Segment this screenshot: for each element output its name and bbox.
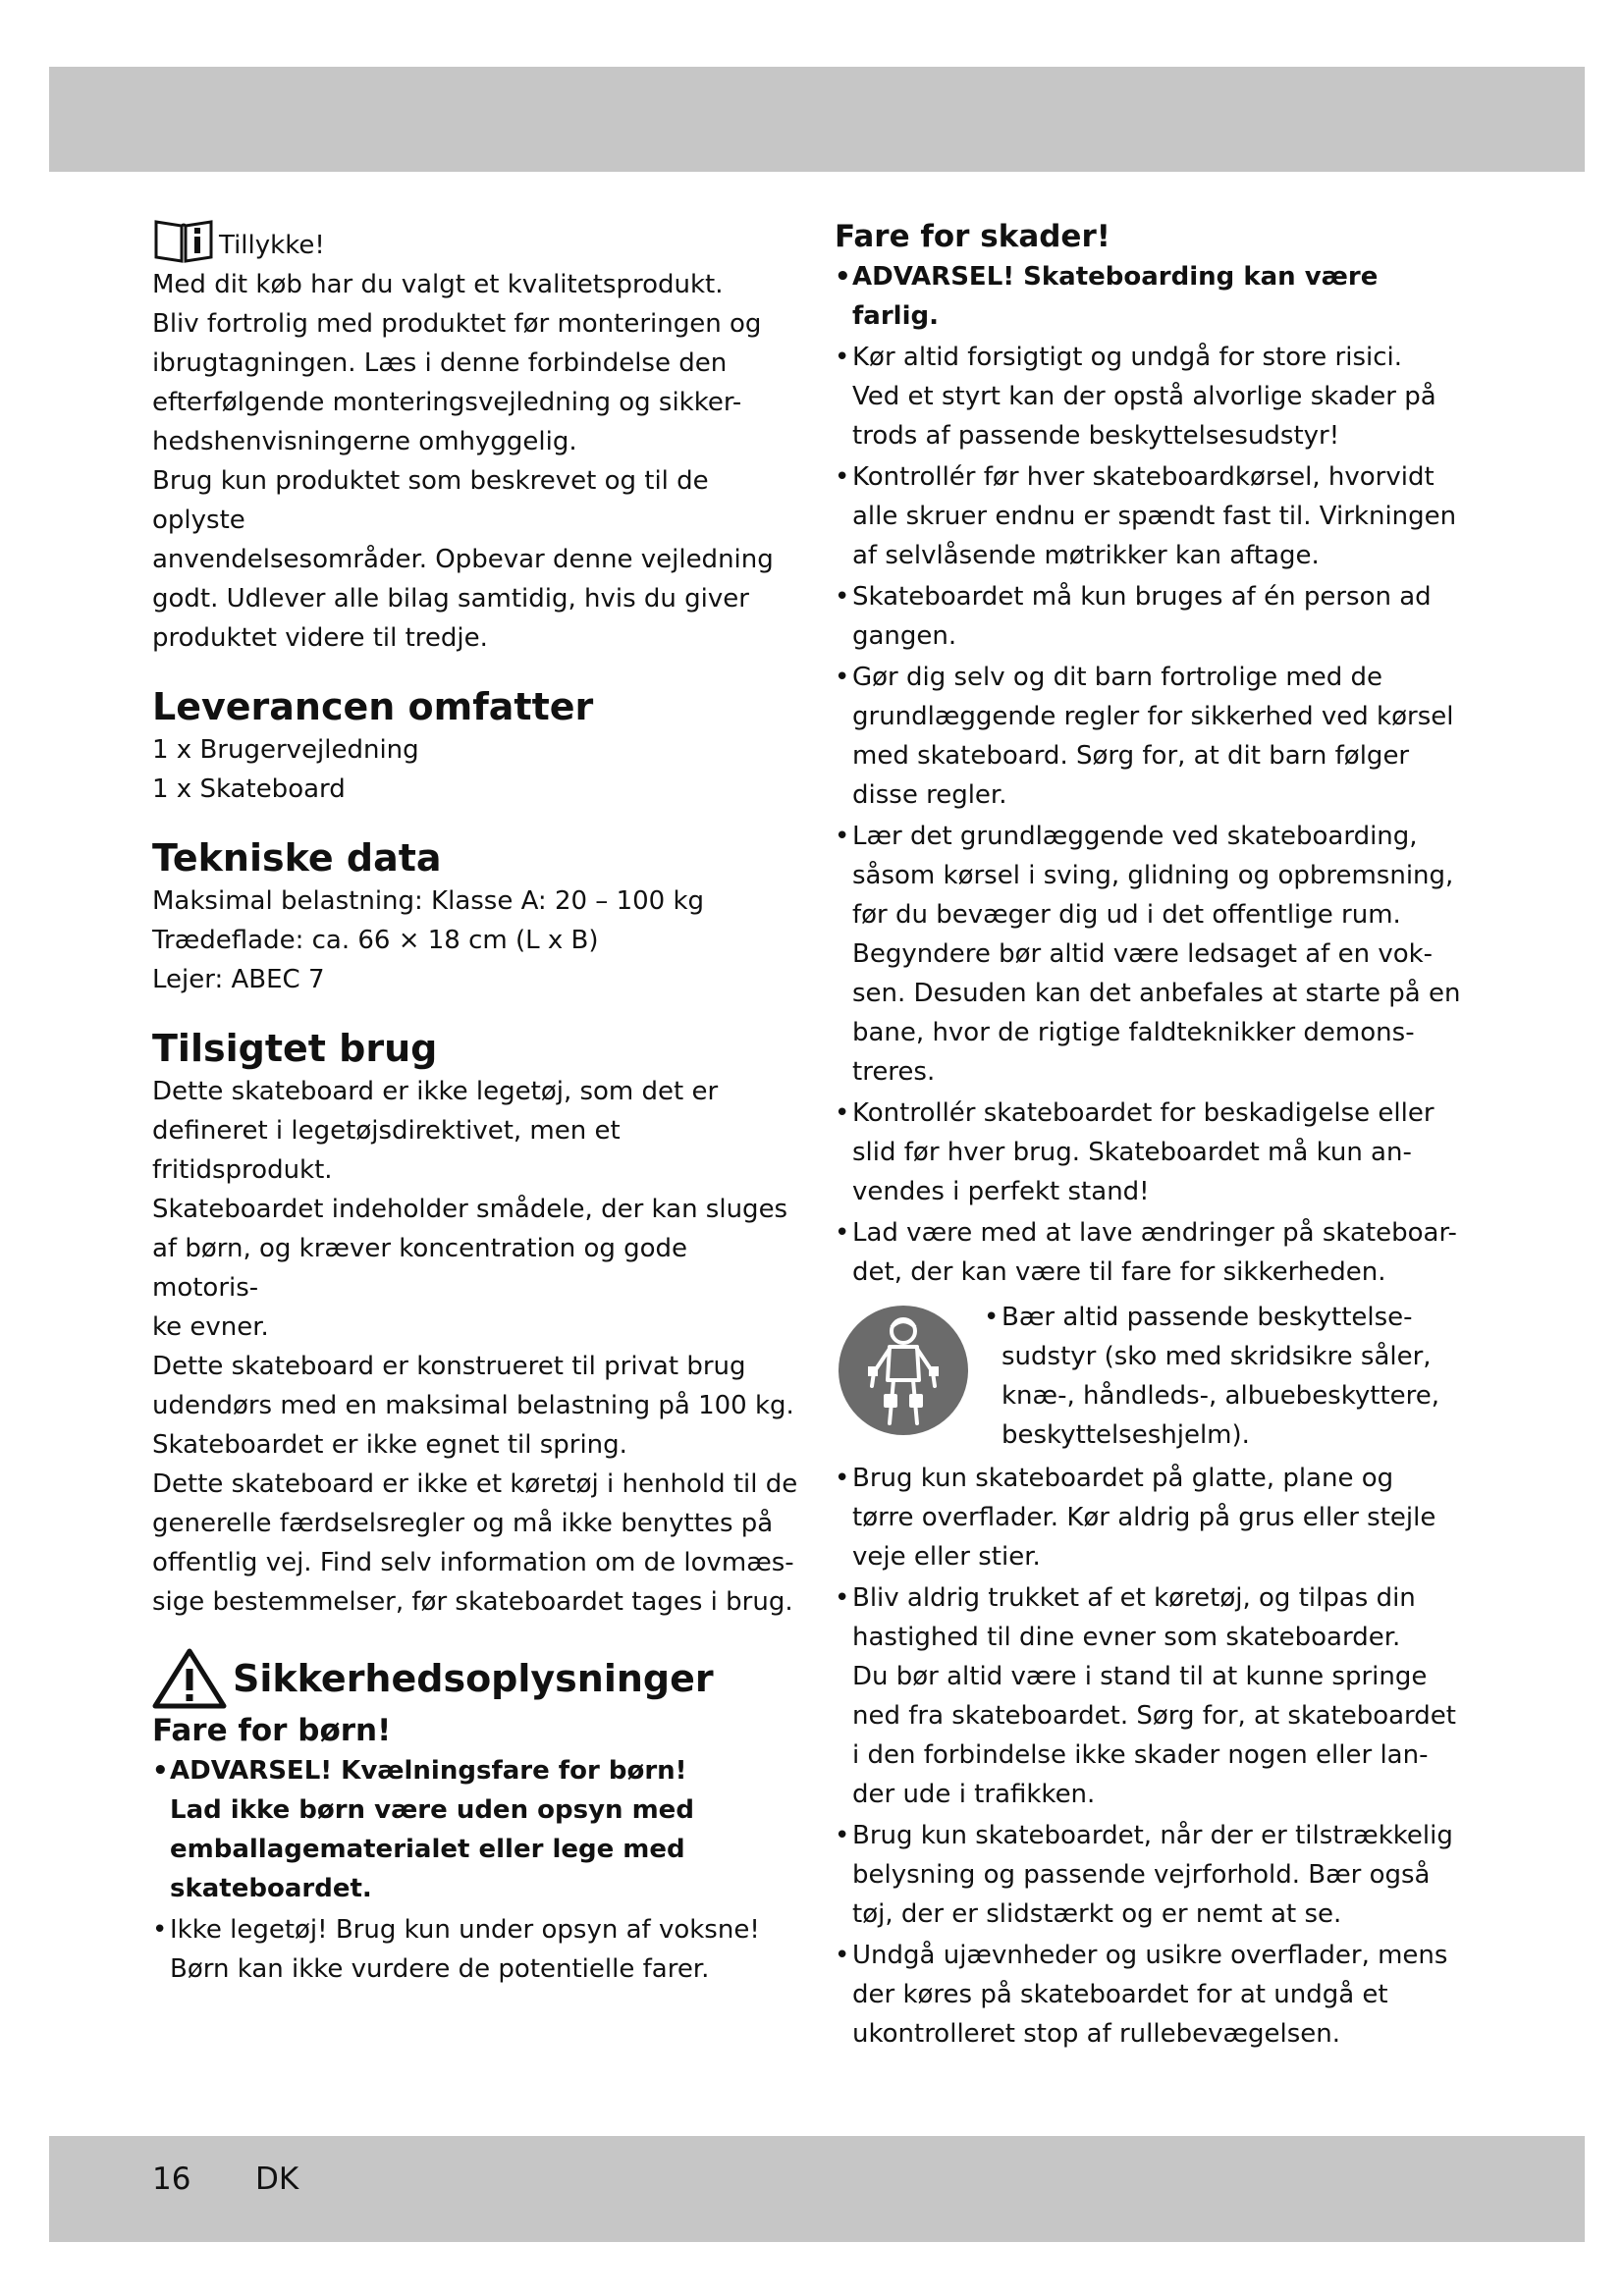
list-item — [835, 775, 1483, 815]
intro-line: anvendelsesområder. Opbevar denne vejledning — [152, 545, 774, 574]
intro-line: Med dit køb har du valgt et kvalitetsprodukt. — [152, 270, 724, 299]
list-item — [835, 1094, 1483, 1133]
bullet-line: slid før hver brug. Skateboardet må kun an- — [852, 1138, 1412, 1167]
list-item — [835, 658, 1483, 697]
page-number: 16 — [152, 2162, 191, 2197]
bullet-line: Undgå ujævnheder og usikre overflader, mens — [852, 1941, 1448, 1970]
bullet-line: ukontrolleret stop af rullebevægelsen. — [852, 2019, 1341, 2049]
intro-line: Bliv fortrolig med produktet før monteringen og — [152, 309, 762, 339]
list-item — [835, 934, 1483, 974]
protective-gear-text — [984, 1298, 1439, 1455]
bullet-line: Brug kun skateboardet på glatte, plane og — [852, 1464, 1394, 1493]
list-item — [835, 257, 1483, 296]
list-item — [835, 577, 1483, 616]
safety-heading-row — [152, 1647, 800, 1710]
intended-line: Dette skateboard er konstrueret til privat brug — [152, 1352, 746, 1381]
bullet-line: disse regler. — [852, 780, 1007, 810]
warning-line: skateboardet. — [170, 1874, 372, 1903]
list-item — [835, 1172, 1483, 1211]
warning-line: Lad ikke børn være uden opsyn med — [170, 1795, 694, 1825]
list-item — [984, 1298, 1439, 1337]
bullet-line: med skateboard. Sørg for, at dit barn følger — [852, 741, 1410, 771]
intro-line: godt. Udlever alle bilag samtidig, hvis du giver — [152, 584, 749, 614]
intended-line: defineret i legetøjsdirektivet, men et fritidsprodukt. — [152, 1116, 621, 1185]
list-item — [835, 736, 1483, 775]
warning-line: emballagematerialet eller lege med — [170, 1835, 685, 1864]
warning-triangle-icon — [152, 1647, 227, 1710]
info-book-icon — [152, 216, 215, 265]
bullet-line: der ude i trafikken. — [852, 1780, 1096, 1809]
bullet-dot: • — [835, 822, 850, 851]
bullet-dot: • — [835, 663, 850, 692]
intended-use-paragraph — [152, 1072, 800, 1622]
list-item — [984, 1337, 1439, 1376]
injury-warning-list — [835, 257, 1483, 336]
intended-line: Dette skateboard er ikke et køretøj i henhold til de — [152, 1469, 798, 1499]
congrats-text: Tillykke! — [219, 231, 325, 260]
intro-line: efterfølgende monteringsvejledning og sikker- — [152, 388, 742, 417]
intended-line: offentlig vej. Find selv information om de lovmæs- — [152, 1548, 794, 1577]
warning-line: farlig. — [852, 301, 939, 331]
list-item — [835, 616, 1483, 656]
bullet-line: Skateboardet må kun bruges af én person ad — [852, 582, 1432, 612]
list-item — [835, 1618, 1483, 1657]
list-item — [835, 1696, 1483, 1735]
list-item — [835, 697, 1483, 736]
bullet-line: Kør altid forsigtigt og undgå for store risici. — [852, 343, 1403, 372]
bullet-line: såsom kørsel i sving, glidning og opbremsning, — [852, 861, 1454, 890]
bullet-line: hastighed til dine evner som skateboarder. — [852, 1623, 1401, 1652]
left-column — [152, 216, 800, 1989]
warning-line: ADVARSEL! Kvælningsfare for børn! — [170, 1756, 687, 1786]
bullet-line: treres. — [852, 1057, 936, 1087]
delivery-item: 1 x Skateboard — [152, 774, 346, 804]
bullet-line: vendes i perfekt stand! — [852, 1177, 1150, 1206]
bullet-line: veje eller stier. — [852, 1542, 1041, 1572]
bullet-dot: • — [835, 262, 851, 292]
bullet-line: trods af passende beskyttelsesudstyr! — [852, 421, 1340, 451]
safety-heading: Sikkerhedsoplysninger — [233, 1657, 714, 1700]
intended-line: generelle færdselsregler og må ikke benyttes på — [152, 1509, 774, 1538]
bullet-line: Gør dig selv og dit barn fortrolige med de — [852, 663, 1382, 692]
list-item — [835, 974, 1483, 1013]
list-item — [984, 1415, 1439, 1455]
congrats-row — [152, 216, 800, 265]
bullet-line: Begyndere bør altid være ledsaget af en vok- — [852, 939, 1434, 969]
list-item — [835, 1459, 1483, 1498]
bullet-line: bane, hvor de rigtige faldteknikker demons- — [852, 1018, 1415, 1047]
bullet-line: grundlæggende regler for sikkerhed ved kørsel — [852, 702, 1454, 731]
bullet-line: Ved et styrt kan der opstå alvorlige skader på — [852, 382, 1436, 411]
list-item — [835, 1498, 1483, 1537]
list-item — [835, 1253, 1483, 1292]
bullet-dot: • — [835, 1821, 850, 1850]
list-item — [835, 895, 1483, 934]
list-item — [835, 856, 1483, 895]
bullet-line: der køres på skateboardet for at undgå et — [852, 1980, 1388, 2009]
list-item — [835, 1013, 1483, 1052]
list-item — [835, 1855, 1483, 1895]
list-item — [835, 817, 1483, 856]
bullet-line: Du bør altid være i stand til at kunne springe — [852, 1662, 1428, 1691]
list-item — [835, 1537, 1483, 1576]
bullet-dot: • — [835, 343, 850, 372]
intended-line: Skateboardet indeholder smådele, der kan sluges — [152, 1195, 788, 1224]
safety-bullets-a — [835, 338, 1483, 1292]
list-item — [835, 1895, 1483, 1934]
intended-line: af børn, og kræver koncentration og gode motoris- — [152, 1234, 688, 1303]
language-code: DK — [255, 2162, 299, 2197]
bullet-line: belysning og passende vejrforhold. Bær også — [852, 1860, 1431, 1890]
protect-line: Bær altid passende beskyttelse- — [1001, 1303, 1413, 1332]
list-item — [152, 1949, 800, 1989]
bullet-line: tørre overflader. Kør aldrig på grus eller stejle — [852, 1503, 1436, 1532]
bullet-dot: • — [835, 1218, 850, 1248]
intro-line: ibrugtagningen. Læs i denne forbindelse den — [152, 348, 728, 378]
right-column — [835, 216, 1483, 2054]
list-item — [835, 2014, 1483, 2054]
intro-line: Brug kun produktet som beskrevet og til de oplyste — [152, 466, 709, 535]
bullet-line: ned fra skateboardet. Sørg for, at skateboardet — [852, 1701, 1456, 1731]
intended-line: Dette skateboard er ikke legetøj, som det er — [152, 1077, 719, 1106]
list-item — [835, 377, 1483, 416]
intro-line: hedshenvisningerne omhyggelig. — [152, 427, 577, 456]
safety-bullets-b — [835, 1459, 1483, 2054]
intro-paragraph — [152, 265, 800, 658]
toy-line: Børn kan ikke vurdere de potentielle farer. — [170, 1954, 710, 1984]
bullet-dot: • — [835, 1941, 850, 1970]
tech-line: Maksimal belastning: Klasse A: 20 – 100 kg — [152, 886, 705, 916]
bullet-line: af selvlåsende møtrikker kan aftage. — [852, 541, 1320, 570]
list-item — [835, 497, 1483, 536]
intended-line: ke evner. — [152, 1312, 269, 1342]
bullet-line: i den forbindelse ikke skader nogen eller lan- — [852, 1740, 1429, 1770]
list-item — [835, 1052, 1483, 1092]
list-item — [835, 296, 1483, 336]
list-item — [835, 1975, 1483, 2014]
intro-line: produktet videre til tredje. — [152, 623, 488, 653]
list-item — [152, 1790, 800, 1830]
list-item — [835, 1936, 1483, 1975]
bullet-line: Brug kun skateboardet, når der er tilstrækkelig — [852, 1821, 1453, 1850]
delivery-item: 1 x Brugervejledning — [152, 735, 419, 765]
bullet-dot: • — [835, 1098, 850, 1128]
bullet-line: Bliv aldrig trukket af et køretøj, og tilpas din — [852, 1583, 1416, 1613]
bullet-line: Lær det grundlæggende ved skateboarding, — [852, 822, 1418, 851]
bullet-line: før du bevæger dig ud i det offentlige rum. — [852, 900, 1401, 930]
bullet-line: Kontrollér før hver skateboardkørsel, hvorvidt — [852, 462, 1435, 492]
list-item — [835, 416, 1483, 455]
list-item — [835, 1213, 1483, 1253]
protective-gear-icon — [835, 1302, 972, 1439]
protect-line: knæ-, håndleds-, albuebeskyttere, — [1001, 1381, 1440, 1411]
list-item — [835, 457, 1483, 497]
bullet-dot: • — [835, 462, 850, 492]
list-item — [835, 1735, 1483, 1775]
protect-line: beskyttelseshjelm). — [1001, 1420, 1250, 1450]
list-item — [835, 1775, 1483, 1814]
bullet-dot: • — [152, 1915, 168, 1945]
delivery-heading: Leverancen omfatter — [152, 685, 594, 728]
protect-line: sudstyr (sko med skridsikre såler, — [1001, 1342, 1432, 1371]
tech-line: Trædeflade: ca. 66 × 18 cm (L x B) — [152, 926, 599, 955]
list-item — [984, 1376, 1439, 1415]
intended-line: sige bestemmelser, før skateboardet tages i brug. — [152, 1587, 793, 1617]
children-warning-list — [152, 1751, 800, 1989]
list-item — [152, 1869, 800, 1908]
list-item — [152, 1830, 800, 1869]
bullet-line: Kontrollér skateboardet for beskadigelse eller — [852, 1098, 1435, 1128]
list-item — [835, 1133, 1483, 1172]
toy-line: Ikke legetøj! Brug kun under opsyn af voksne! — [170, 1915, 760, 1945]
bullet-line: tøj, der er slidstærkt og er nemt at se. — [852, 1899, 1342, 1929]
intended-use-heading: Tilsigtet brug — [152, 1027, 438, 1070]
tech-line: Lejer: ABEC 7 — [152, 965, 325, 994]
injury-danger-heading: Fare for skader! — [835, 219, 1110, 254]
list-item — [152, 1751, 800, 1790]
children-danger-heading: Fare for børn! — [152, 1713, 392, 1748]
list-item — [835, 536, 1483, 575]
bullet-dot: • — [152, 1756, 169, 1786]
bullet-dot: • — [984, 1303, 1000, 1332]
intended-line: Skateboardet er ikke egnet til spring. — [152, 1430, 627, 1460]
bullet-dot: • — [835, 1464, 850, 1493]
bullet-dot: • — [835, 1583, 850, 1613]
bullet-line: sen. Desuden kan det anbefales at starte på en — [852, 979, 1461, 1008]
intended-line: udendørs med en maksimal belastning på 100 kg. — [152, 1391, 794, 1420]
tech-heading: Tekniske data — [152, 836, 442, 880]
list-item — [152, 1910, 800, 1949]
list-item — [835, 1578, 1483, 1618]
header-band — [49, 67, 1585, 172]
list-item — [835, 338, 1483, 377]
list-item — [835, 1657, 1483, 1696]
bullet-dot: • — [835, 582, 850, 612]
list-item — [835, 1816, 1483, 1855]
bullet-line: Lad være med at lave ændringer på skateboar- — [852, 1218, 1457, 1248]
protective-gear-row — [835, 1298, 1483, 1455]
bullet-line: gangen. — [852, 621, 957, 651]
bullet-line: det, der kan være til fare for sikkerheden. — [852, 1257, 1386, 1287]
bullet-line: alle skruer endnu er spændt fast til. Virkningen — [852, 502, 1457, 531]
warning-line: ADVARSEL! Skateboarding kan være — [852, 262, 1379, 292]
